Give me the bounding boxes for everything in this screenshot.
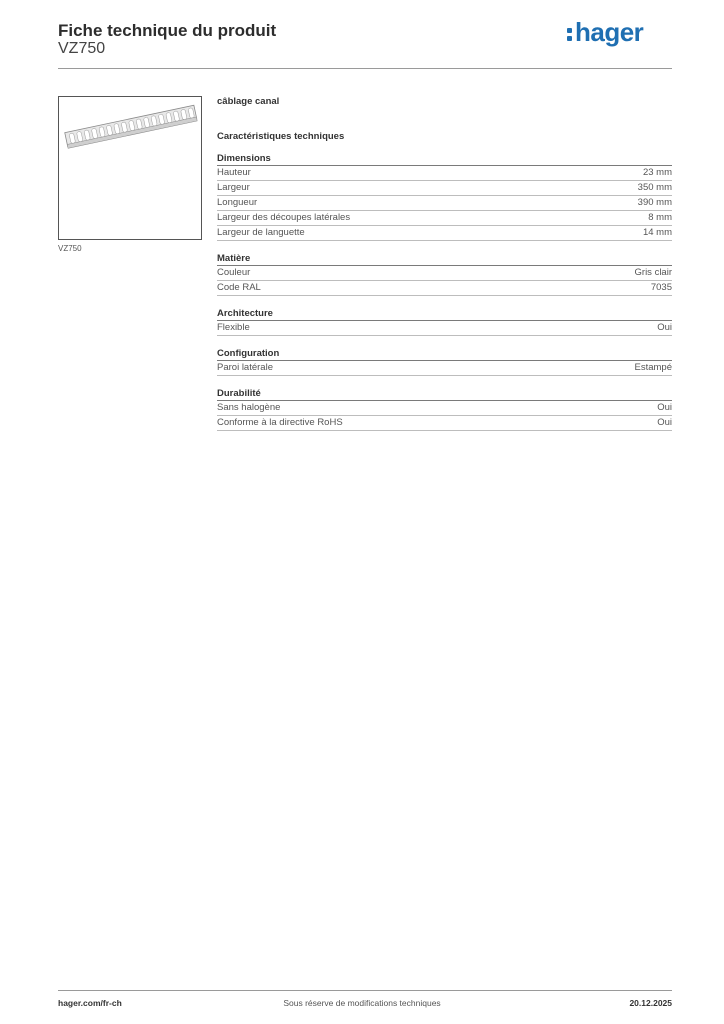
spec-label: Hauteur <box>217 167 251 178</box>
product-reference: VZ750 <box>58 40 106 57</box>
spec-group <box>217 387 672 431</box>
spec-label: Largeur <box>217 182 250 193</box>
spec-value: 14 mm <box>642 227 672 238</box>
spec-label: Paroi latérale <box>217 362 273 373</box>
spec-row <box>217 361 672 376</box>
spec-row <box>217 266 672 281</box>
spec-group-title: Architecture <box>217 307 672 321</box>
footer-website: hager.com/fr-ch <box>58 998 122 1008</box>
spec-row <box>217 211 672 226</box>
cable-duct-image <box>59 97 201 239</box>
image-caption: VZ750 <box>58 244 82 253</box>
spec-row <box>217 401 672 416</box>
spec-label: Code RAL <box>217 282 261 293</box>
spec-label: Flexible <box>217 322 250 333</box>
spec-label: Sans halogène <box>217 402 281 413</box>
spec-group-title: Dimensions <box>217 152 672 166</box>
footer-date: 20.12.2025 <box>629 998 672 1008</box>
spec-group-title: Durabilité <box>217 387 672 401</box>
spec-value: Estampé <box>634 362 672 373</box>
spec-value: Oui <box>657 417 672 428</box>
spec-group-title: Configuration <box>217 347 672 361</box>
spec-value: 8 mm <box>648 212 672 223</box>
logo-dots-icon <box>567 25 573 43</box>
spec-label: Largeur des découpes latérales <box>217 212 351 223</box>
spec-value: 350 mm <box>637 182 672 193</box>
spec-group <box>217 252 672 296</box>
spec-row <box>217 416 672 431</box>
spec-label: Largeur de languette <box>217 227 305 238</box>
technical-specs <box>217 96 672 442</box>
product-category: câblage canal <box>217 96 280 107</box>
hager-logo <box>567 17 643 48</box>
footer-divider <box>58 990 672 991</box>
spec-label: Conforme à la directive RoHS <box>217 417 343 428</box>
spec-row <box>217 166 672 181</box>
spec-value: Gris clair <box>634 267 672 278</box>
spec-row <box>217 196 672 211</box>
logo-text: hager <box>575 17 644 47</box>
spec-value: Oui <box>657 402 672 413</box>
spec-group <box>217 152 672 241</box>
spec-group-title: Matière <box>217 252 672 266</box>
spec-value: 23 mm <box>642 167 672 178</box>
spec-group <box>217 347 672 376</box>
spec-groups <box>217 152 672 431</box>
product-image <box>58 96 202 240</box>
spec-row <box>217 321 672 336</box>
spec-label: Couleur <box>217 267 251 278</box>
specs-heading: Caractéristiques techniques <box>217 131 345 142</box>
spec-row <box>217 181 672 196</box>
page-title: Fiche technique du produit <box>58 21 277 40</box>
header-divider <box>58 68 672 69</box>
spec-value: Oui <box>657 322 672 333</box>
spec-group <box>217 307 672 336</box>
spec-row <box>217 281 672 296</box>
spec-value: 7035 <box>650 282 672 293</box>
spec-row <box>217 226 672 241</box>
spec-label: Longueur <box>217 197 258 208</box>
footer-disclaimer: Sous réserve de modifications techniques <box>283 998 441 1008</box>
spec-value: 390 mm <box>637 197 672 208</box>
